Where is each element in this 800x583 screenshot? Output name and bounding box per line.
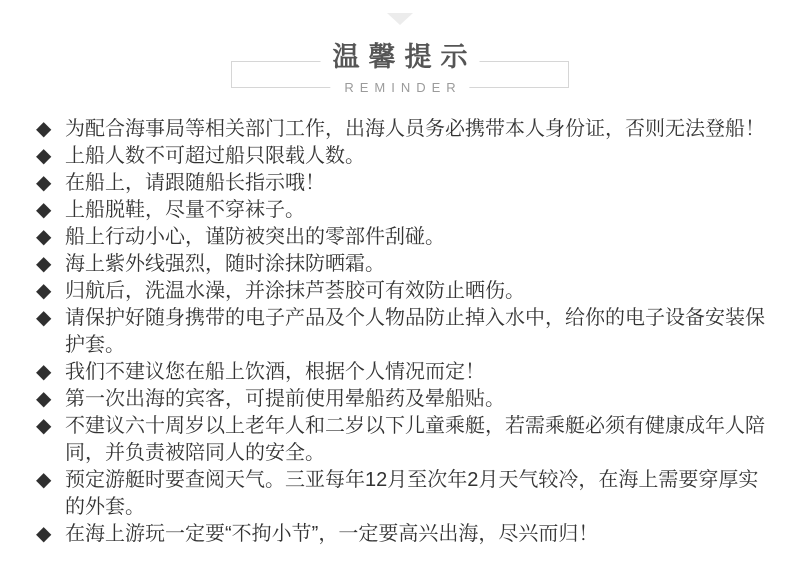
tip-text: 上船脱鞋，尽量不穿袜子。 <box>65 199 305 221</box>
header-divider-box <box>231 42 569 95</box>
diamond-bullet-icon: ◆ <box>36 118 52 140</box>
page-subtitle: REMINDER <box>330 80 469 95</box>
tip-text: 上船人数不可超过船只限载人数。 <box>65 145 365 167</box>
tip-item <box>36 143 776 170</box>
tip-item <box>36 521 776 548</box>
diamond-bullet-icon: ◆ <box>36 199 52 221</box>
tip-text: 预定游艇时要查阅天气。三亚每年12月至次年2月天气较冷，在海上需要穿厚实的外套。 <box>65 469 759 518</box>
tip-item <box>36 386 776 413</box>
tip-item <box>36 116 776 143</box>
tip-item <box>36 413 776 467</box>
tip-text: 船上行动小心，谨防被突出的零部件刮碰。 <box>65 226 445 248</box>
tip-text: 不建议六十周岁以上老年人和二岁以下儿童乘艇，若需乘艇必须有健康成年人陪同，并负责被陪同人的安全。 <box>65 415 765 464</box>
diamond-bullet-icon: ◆ <box>36 361 52 383</box>
diamond-bullet-icon: ◆ <box>36 307 52 329</box>
tips-list <box>0 116 800 548</box>
tip-text: 请保护好随身携带的电子产品及个人物品防止掉入水中，给你的电子设备安装保护套。 <box>65 307 765 356</box>
diamond-bullet-icon: ◆ <box>36 523 52 545</box>
tip-text: 归航后，洗温水澡，并涂抹芦荟胶可有效防止晒伤。 <box>65 280 525 302</box>
tip-item <box>36 278 776 305</box>
diamond-bullet-icon: ◆ <box>36 253 52 275</box>
tip-text: 海上紫外线强烈，随时涂抹防晒霜。 <box>65 253 385 275</box>
tip-item <box>36 251 776 278</box>
tip-text: 第一次出海的宾客，可提前使用晕船药及晕船贴。 <box>65 388 505 410</box>
tip-text: 为配合海事局等相关部门工作，出海人员务必携带本人身份证，否则无法登船！ <box>65 118 765 140</box>
tip-item <box>36 224 776 251</box>
tip-item <box>36 467 776 521</box>
diamond-bullet-icon: ◆ <box>36 388 52 410</box>
tip-item <box>36 305 776 359</box>
diamond-bullet-icon: ◆ <box>36 469 52 491</box>
diamond-bullet-icon: ◆ <box>36 145 52 167</box>
tip-item <box>36 359 776 386</box>
tip-item <box>36 170 776 197</box>
page-title: 温馨提示 <box>321 44 480 71</box>
diamond-bullet-icon: ◆ <box>36 226 52 248</box>
tip-text: 我们不建议您在船上饮酒，根据个人情况而定！ <box>65 361 485 383</box>
tip-text: 在海上游玩一定要“不拘小节”，一定要高兴出海，尽兴而归！ <box>65 523 599 545</box>
chevron-down-icon <box>387 13 413 25</box>
tip-text: 在船上，请跟随船长指示哦！ <box>65 172 325 194</box>
diamond-bullet-icon: ◆ <box>36 172 52 194</box>
diamond-bullet-icon: ◆ <box>36 415 52 437</box>
diamond-bullet-icon: ◆ <box>36 280 52 302</box>
tip-item <box>36 197 776 224</box>
